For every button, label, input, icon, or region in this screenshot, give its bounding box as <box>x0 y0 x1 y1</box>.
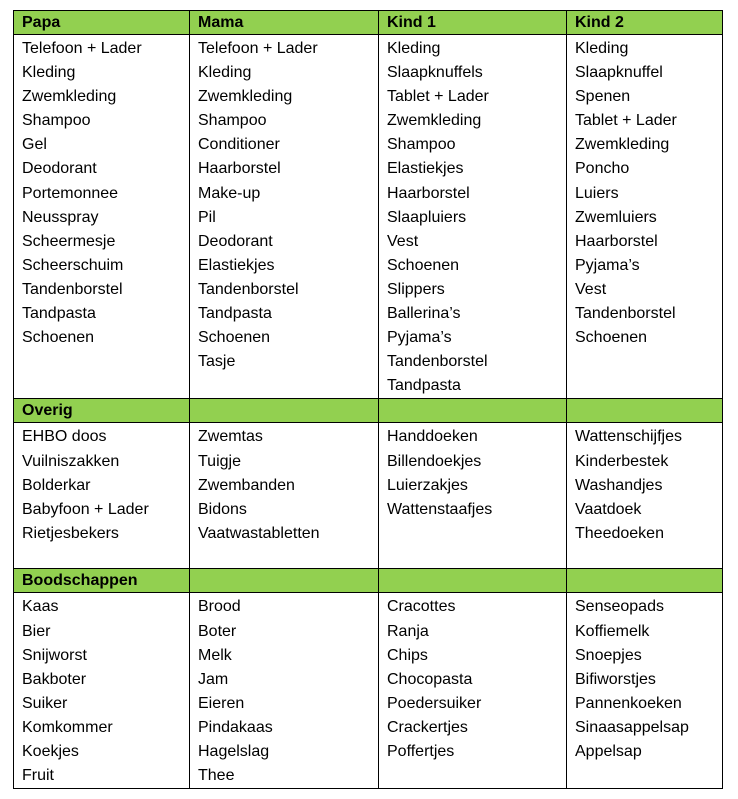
list-item: Billendoekjes <box>387 452 482 470</box>
overig-header-cell-3 <box>379 399 567 423</box>
list-item: Portemonnee <box>22 184 119 202</box>
list-item: Wattenstaafjes <box>387 500 493 518</box>
persons-header-cell-4: Kind 2 <box>567 11 723 35</box>
list-item: Zwemkleding <box>22 88 117 106</box>
list-item: Crackertjes <box>387 718 468 736</box>
list-item: Haarborstel <box>575 232 658 250</box>
list-item: Schoenen <box>575 329 648 347</box>
overig-header-cell-4 <box>567 399 723 423</box>
list-item: Kleding <box>22 64 76 82</box>
list-item: Schoenen <box>198 329 271 347</box>
list-item: Haarborstel <box>198 160 281 178</box>
list-item: Suiker <box>22 694 68 712</box>
list-item: Fruit <box>22 767 54 785</box>
list-item: Melk <box>198 646 232 664</box>
list-item: Sinaasappelsap <box>575 718 689 736</box>
list-item: Vest <box>575 280 607 298</box>
list-item: Bier <box>22 622 51 640</box>
list-item: Telefoon + Lader <box>198 40 318 57</box>
persons-header-cell-3: Kind 1 <box>379 11 567 35</box>
list-item: Zwemkleding <box>575 136 670 154</box>
list-item: Slaapknuffels <box>387 64 483 82</box>
list-item: Tandenborstel <box>22 280 123 298</box>
list-item: Make-up <box>198 184 261 202</box>
list-item: Vaatdoek <box>575 500 642 518</box>
packing-list-body <box>14 11 723 789</box>
list-item: Cracottes <box>387 598 456 616</box>
list-item: Tandpasta <box>387 377 461 395</box>
section-0-column-1 <box>14 35 190 399</box>
list-item: Tuigje <box>198 452 241 470</box>
boodschappen-header-cell-3 <box>379 569 567 593</box>
list-item: Bolderkar <box>22 476 91 494</box>
boodschappen-header-cell-1: Boodschappen <box>14 569 190 593</box>
list-item: Bakboter <box>22 670 87 688</box>
section-1-column-4 <box>567 423 723 569</box>
persons-header-cell-2: Mama <box>190 11 379 35</box>
overig-header-cell-2 <box>190 399 379 423</box>
list-item: Tablet + Lader <box>387 88 489 106</box>
list-item: Poffertjes <box>387 742 455 760</box>
section-2-column-3 <box>379 593 567 789</box>
section-1-column-3 <box>379 423 567 569</box>
list-item: Schoenen <box>387 256 460 274</box>
persons-header-cell-1: Papa <box>14 11 190 35</box>
list-item: Senseopads <box>575 598 664 616</box>
list-item: Tandenborstel <box>575 305 676 323</box>
list-item: Bifiworstjes <box>575 670 656 688</box>
list-item: Vuilniszakken <box>22 452 120 470</box>
list-item: Pannenkoeken <box>575 694 682 712</box>
list-item: Slaapknuffel <box>575 64 663 82</box>
list-item: Hagelslag <box>198 742 270 760</box>
list-item: Zwemkleding <box>387 112 482 130</box>
list-item: Kleding <box>198 64 252 82</box>
list-item: Handdoeken <box>387 428 478 446</box>
list-item: Tandpasta <box>22 305 96 323</box>
list-item: Elastiekjes <box>387 160 464 178</box>
list-item: Shampoo <box>22 112 91 130</box>
overig-header-cell-1: Overig <box>14 399 190 423</box>
list-item: Tandenborstel <box>198 280 299 298</box>
list-item: Kleding <box>575 40 629 57</box>
list-item: Babyfoon + Lader <box>22 500 149 518</box>
section-1-column-2 <box>190 423 379 569</box>
list-item: Scheermesje <box>22 232 116 250</box>
list-item: Washandjes <box>575 476 663 494</box>
list-item: Snoepjes <box>575 646 642 664</box>
list-item: Boter <box>198 622 237 640</box>
list-item: Wattenschijfjes <box>575 428 682 446</box>
list-item: Shampoo <box>387 136 456 154</box>
list-item: Slippers <box>387 280 445 298</box>
list-item: Kaas <box>22 598 59 616</box>
boodschappen-header-cell-2 <box>190 569 379 593</box>
list-item: Chips <box>387 646 428 664</box>
list-item: Telefoon + Lader <box>22 40 142 57</box>
list-item: Deodorant <box>22 160 97 178</box>
section-0-column-4 <box>567 35 723 399</box>
list-item: Ballerina’s <box>387 305 461 323</box>
section-0-items-row <box>14 35 723 399</box>
list-item: Elastiekjes <box>198 256 275 274</box>
list-item: Tablet + Lader <box>575 112 677 130</box>
list-item: Koekjes <box>22 742 79 760</box>
list-item: Spenen <box>575 88 631 106</box>
list-item: Theedoeken <box>575 524 664 542</box>
list-item: Shampoo <box>198 112 267 130</box>
list-item: Scheerschuim <box>22 256 124 274</box>
section-2-column-2 <box>190 593 379 789</box>
list-item: Appelsap <box>575 742 642 760</box>
list-item: Gel <box>22 136 47 154</box>
section-0-column-2 <box>190 35 379 399</box>
list-item: Kinderbestek <box>575 452 669 470</box>
list-item: Slaapluiers <box>387 208 467 226</box>
list-item: Tasje <box>198 353 236 371</box>
list-item: Zwemluiers <box>575 208 657 226</box>
list-item: Vest <box>387 232 419 250</box>
list-item: Haarborstel <box>387 184 470 202</box>
list-item: Poedersuiker <box>387 694 482 712</box>
list-item: Ranja <box>387 622 429 640</box>
section-2-column-4 <box>567 593 723 789</box>
list-item: Eieren <box>198 694 245 712</box>
list-item: Luierzakjes <box>387 476 468 494</box>
boodschappen-header-row <box>14 569 723 593</box>
list-item: Pyjama’s <box>575 256 640 274</box>
list-item: Conditioner <box>198 136 280 154</box>
section-2-column-1 <box>14 593 190 789</box>
list-item: EHBO doos <box>22 428 107 446</box>
list-item: Zwemkleding <box>198 88 293 106</box>
section-2-items-row <box>14 593 723 789</box>
list-item: Komkommer <box>22 718 113 736</box>
list-item: Brood <box>198 598 241 616</box>
list-item: Poncho <box>575 160 630 178</box>
list-item: Luiers <box>575 184 619 202</box>
list-item: Koffiemelk <box>575 622 650 640</box>
list-item: Deodorant <box>198 232 273 250</box>
list-item: Pindakaas <box>198 718 273 736</box>
list-item: Zwemtas <box>198 428 263 446</box>
section-1-column-1 <box>14 423 190 569</box>
list-item: Tandenborstel <box>387 353 488 371</box>
list-item: Neusspray <box>22 208 99 226</box>
list-item: Chocopasta <box>387 670 473 688</box>
list-item: Kleding <box>387 40 441 57</box>
overig-header-row <box>14 399 723 423</box>
list-item: Schoenen <box>22 329 95 347</box>
list-item: Zwembanden <box>198 476 295 494</box>
list-item: Pyjama’s <box>387 329 452 347</box>
list-item: Snijworst <box>22 646 87 664</box>
list-item: Pil <box>198 208 216 226</box>
list-item: Tandpasta <box>198 305 272 323</box>
list-item: Bidons <box>198 500 247 518</box>
list-item: Rietjesbekers <box>22 524 119 542</box>
persons-header-row <box>14 11 723 35</box>
boodschappen-header-cell-4 <box>567 569 723 593</box>
section-0-column-3 <box>379 35 567 399</box>
packing-list-table <box>13 10 723 789</box>
section-1-items-row <box>14 423 723 569</box>
list-item: Thee <box>198 767 235 785</box>
list-item: Jam <box>198 670 229 688</box>
list-item: Vaatwastabletten <box>198 524 320 542</box>
